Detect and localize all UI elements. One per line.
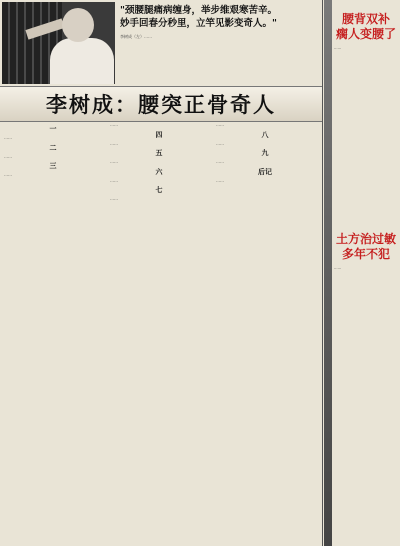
- photo-head: [62, 8, 94, 42]
- intro-text: 李树成（左）……: [120, 34, 152, 39]
- section-6-heading: 六: [155, 166, 163, 176]
- column-2-text-e: ……: [110, 196, 118, 202]
- column-1: [4, 122, 102, 546]
- photo-body: [50, 38, 114, 84]
- section-5-heading: 五: [155, 148, 163, 158]
- section-2-heading: 二: [49, 142, 57, 152]
- sidebar-headline-1-text: 腰背双补 瘸人变腰了: [335, 12, 396, 41]
- afterword-heading: 后记: [258, 166, 272, 176]
- column-3-text-c: ……: [216, 159, 224, 165]
- column-1-text-b: ……: [4, 153, 12, 159]
- sidebar-text-1: ……: [334, 46, 342, 50]
- quote-line-1: "颈腰腿痛病缠身，举步维艰寒苦辛。: [120, 5, 277, 16]
- section-8-heading: 八: [261, 129, 269, 139]
- header-quote: [120, 4, 316, 30]
- sidebar-headline-2: [332, 232, 400, 262]
- column-1-text-c: ……: [4, 172, 12, 178]
- section-4-heading: 四: [155, 129, 163, 139]
- section-7-heading: 七: [155, 185, 163, 195]
- portrait-photo: [2, 2, 115, 84]
- column-3: [216, 122, 314, 546]
- sidebar: [324, 0, 400, 546]
- sidebar-headline-1: [332, 12, 400, 42]
- sidebar-headline-2-text: 土方治过敏 多年不犯: [335, 232, 396, 261]
- column-3-text-a: ……: [216, 122, 224, 127]
- article-title: 李树成：腰突正骨奇人: [0, 86, 322, 122]
- column-2-text-d: ……: [110, 177, 118, 183]
- article-body: [0, 122, 322, 546]
- column-2: [110, 122, 208, 546]
- column-2-text-a: ……: [110, 122, 118, 127]
- column-1-text: ……: [4, 135, 12, 140]
- column-3-text-b: ……: [216, 140, 224, 146]
- column-3-text-d: ……: [216, 177, 224, 183]
- quote-line-2: 妙手回春分秒里，立竿见影变奇人。": [120, 18, 277, 29]
- section-9-heading: 九: [261, 148, 269, 158]
- section-3-heading: 三: [49, 161, 57, 171]
- section-1-heading: 一: [49, 124, 57, 133]
- column-2-text-b: ……: [110, 140, 118, 146]
- sidebar-text-2: ……: [334, 266, 342, 270]
- sidebar-photo-strip: [324, 0, 332, 546]
- column-2-text-c: ……: [110, 159, 118, 165]
